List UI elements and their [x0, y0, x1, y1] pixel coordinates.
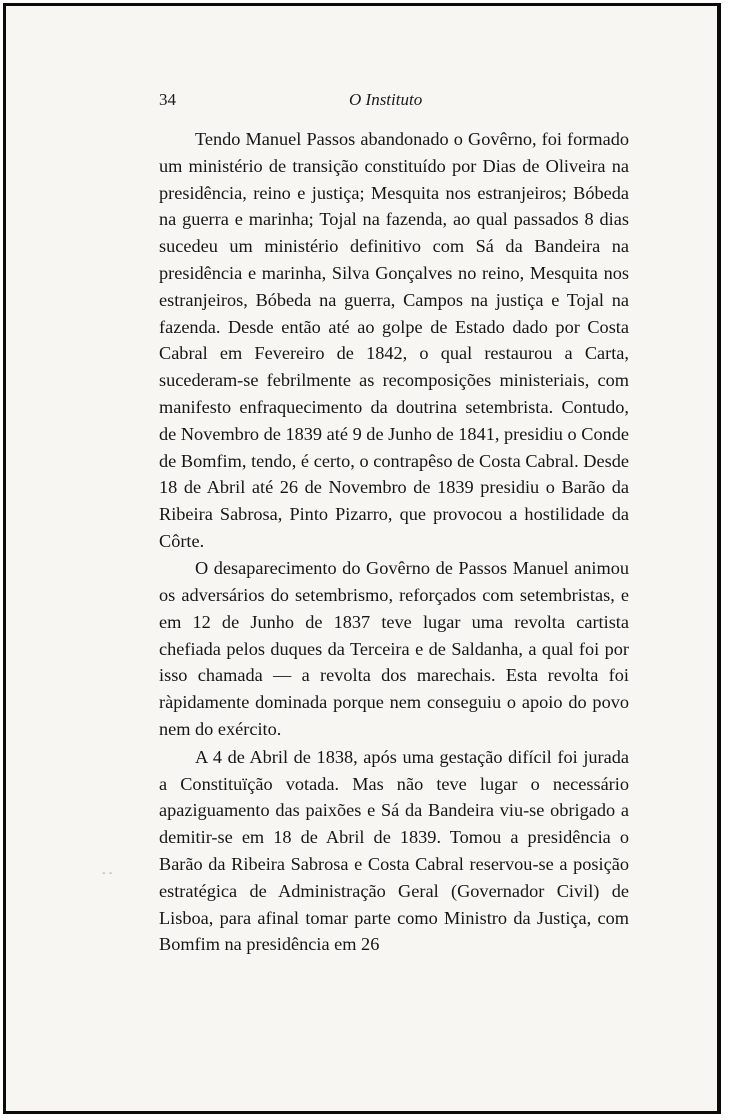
margin-speck: - -: [102, 868, 113, 879]
page-header: [159, 90, 629, 114]
body-text: [159, 126, 629, 958]
page-number: 34: [159, 90, 176, 109]
paragraph-1: Tendo Manuel Passos abandonado o Govêrno, foi formado um ministério de transição constituído por Dias de Oliveira na presidência, reino e justiça; Mesquita nos estranjeiros; Bóbeda na guerra e marinha; Tojal na fazenda, ao qual passados 8 dias sucedeu um ministério definitivo com Sá da Bandeira na presidência e marinha, Silva Gonçalves no reino, Mesquita nos estranjeiros, Bóbeda na guerra, Campos na justiça e Tojal na fazenda. Desde então até ao golpe de Estado dado por Costa Cabral em Fevereiro de 1842, o qual restaurou a Carta, sucederam-se febrilmente as recomposições ministeriais, com manifesto enfraquecimento da doutrina setembrista. Contudo, de Novembro de 1839 até 9 de Junho de 1841, presidiu o Conde de Bomfim, tendo, é certo, o contrapêso de Costa Cabral. Desde 18 de Abril até 26 de Novembro de 1839 presidiu o Barão da Ribeira Sabrosa, Pinto Pizarro, que provocou a hostilidade da Côrte.: [159, 129, 629, 551]
paragraph-3: A 4 de Abril de 1838, após uma gestação difícil foi jurada a Constituïção votada. Mas não teve lugar o necessário apaziguamento das paixões e Sá da Bandeira viu-se obrigado a demitir-se em 18 de Abril de 1839. Tomou a presidência o Barão da Ribeira Sabrosa e Costa Cabral reservou-se a posição estratégica de Administração Geral (Governador Civil) de Lisboa, para afinal tomar parte como Ministro da Justiça, com Bomfim na presidência em 26: [159, 746, 629, 955]
running-head: O Instituto: [349, 90, 423, 109]
paragraph-2: O desaparecimento do Govêrno de Passos Manuel animou os adversários do setembrismo, reforçados com setembristas, e em 12 de Junho de 1837 teve lugar uma revolta cartista chefiada pelos duques da Terceira e de Saldanha, a qual foi por isso chamada — a revolta dos marechais. Esta revolta foi ràpidamente dominada porque nem conseguiu o apoio do povo nem do exército.: [159, 558, 629, 740]
